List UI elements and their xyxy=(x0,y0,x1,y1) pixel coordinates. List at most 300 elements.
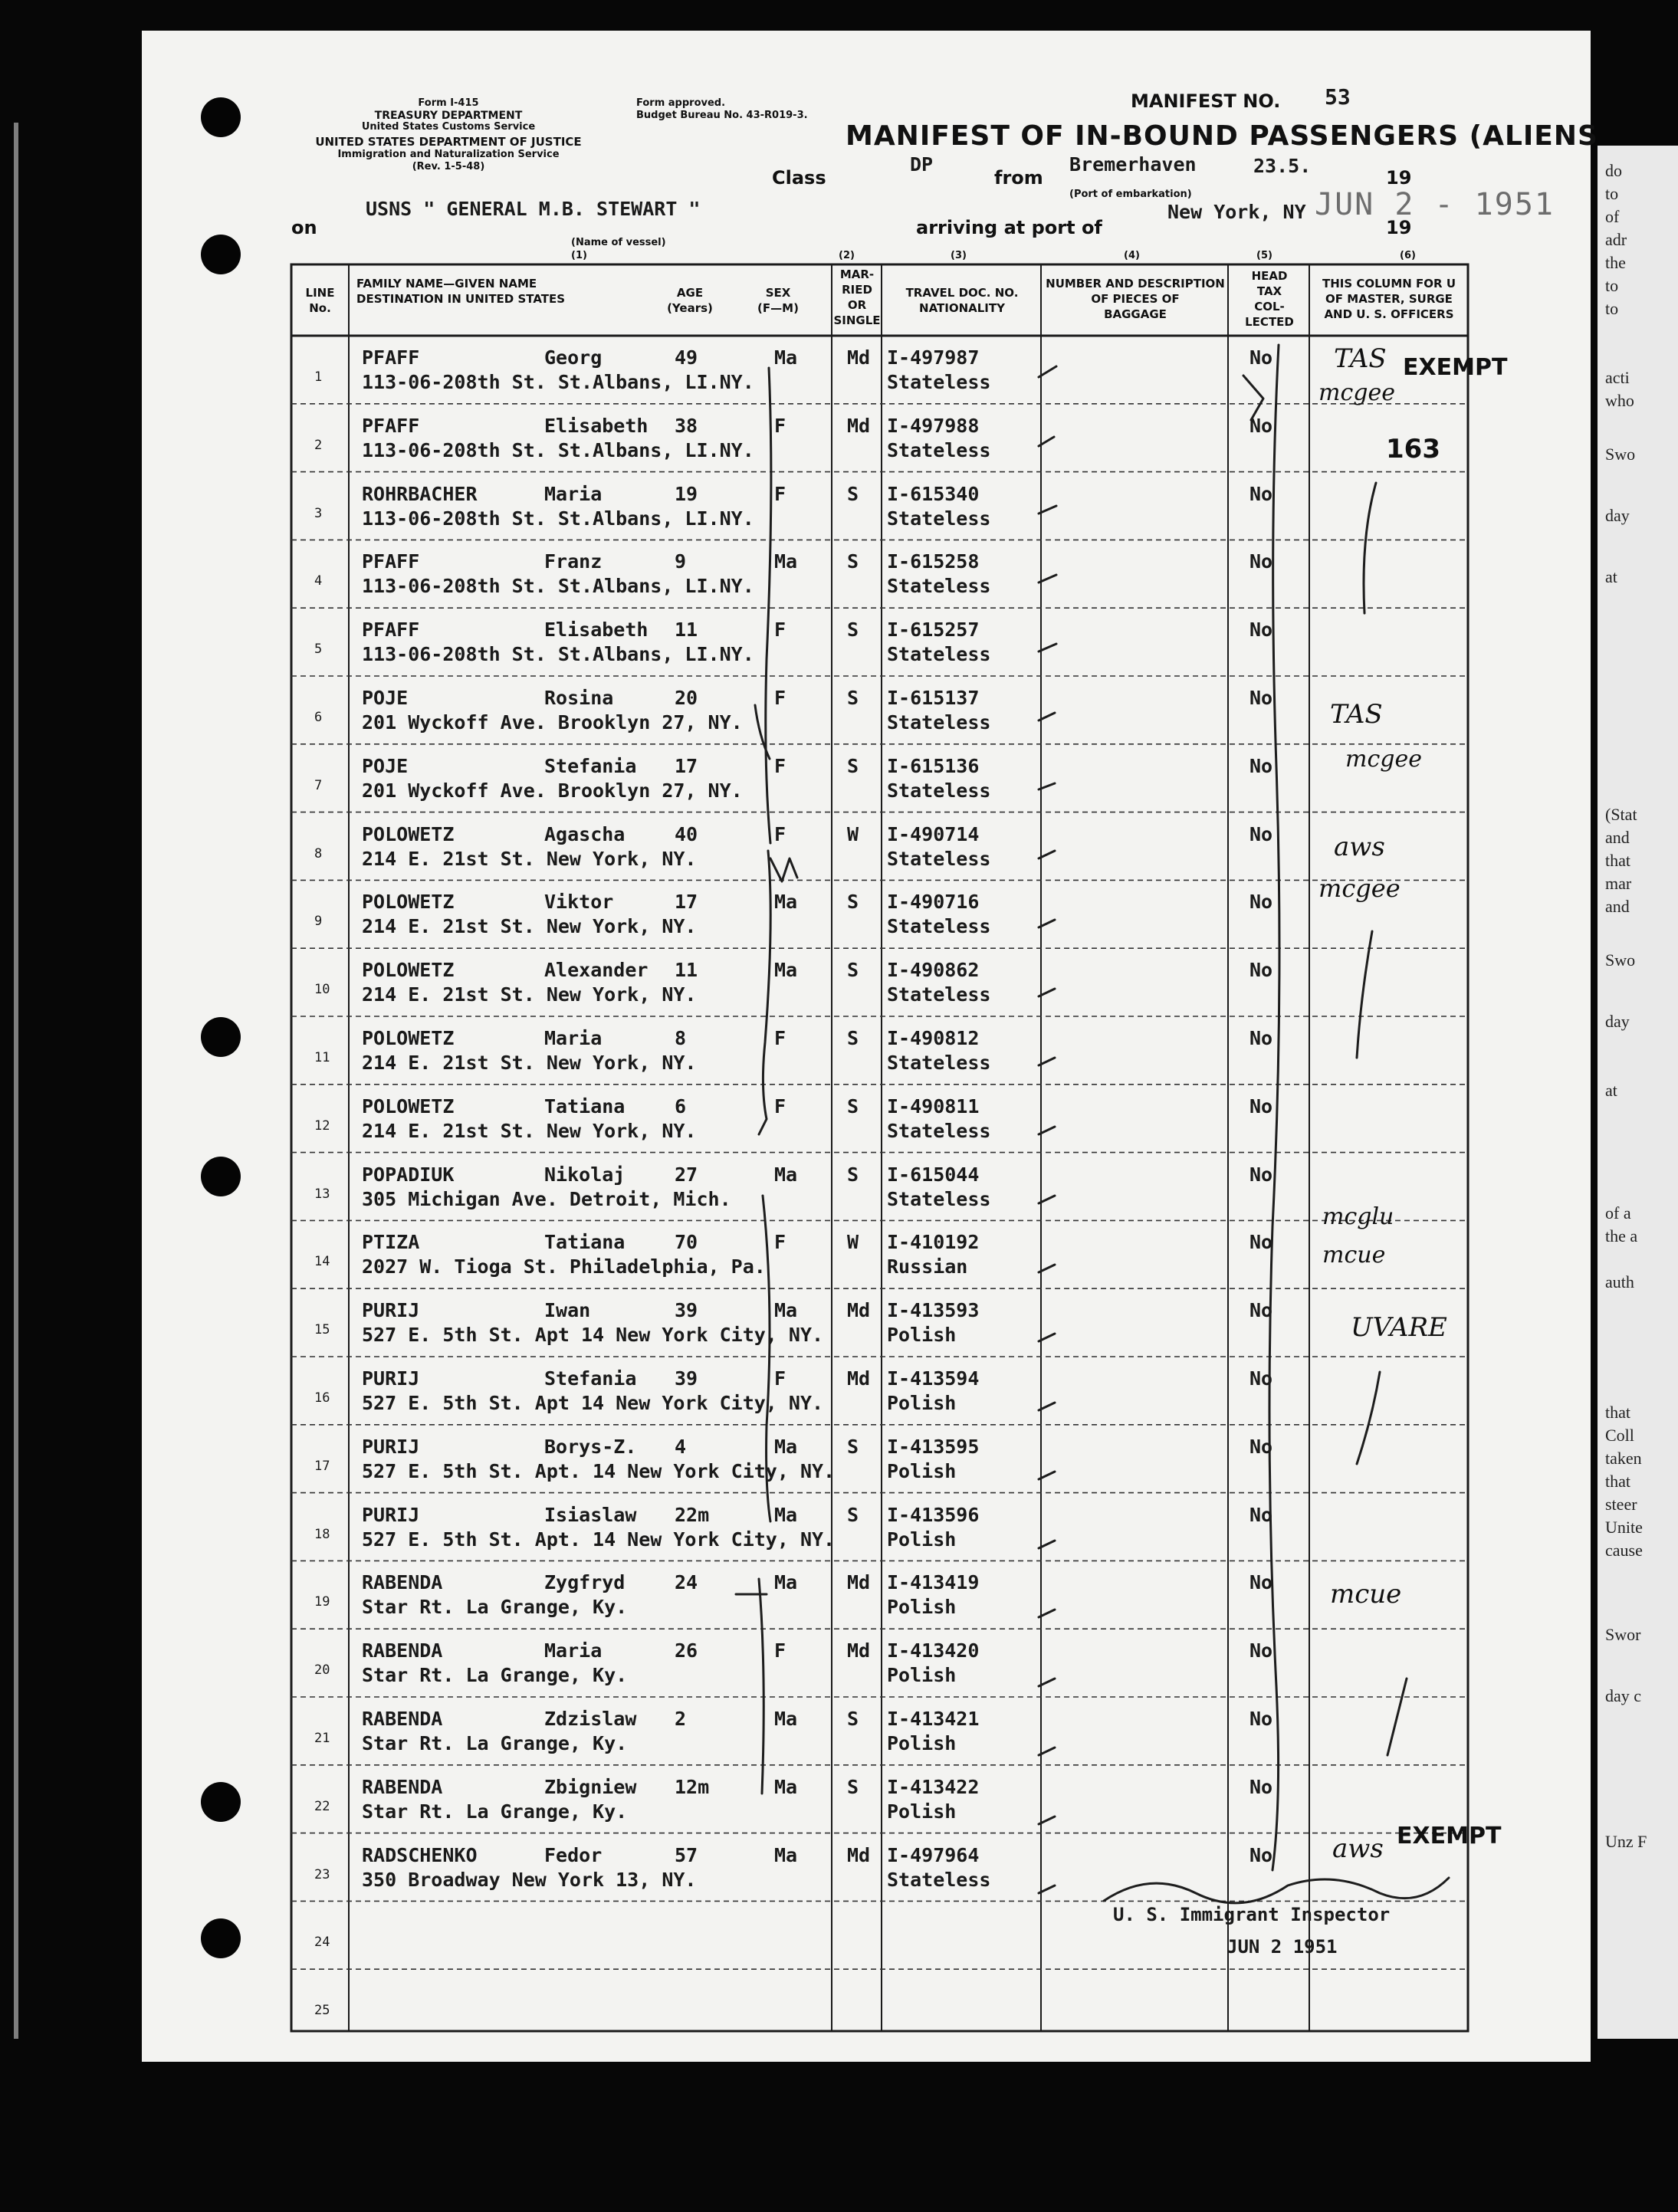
family-name: PFAFF xyxy=(362,346,420,369)
travel-doc-number: I-490812 xyxy=(887,1027,980,1049)
line-number: 9 xyxy=(314,914,323,930)
travel-doc-number: I-490716 xyxy=(887,891,980,914)
family-name: POLOWETZ xyxy=(362,1095,455,1117)
header-head-tax: HEAD TAX COL- LECTED xyxy=(1245,269,1294,329)
header-sex: SEX (F—M) xyxy=(757,286,799,315)
marital-status: S xyxy=(847,619,859,642)
travel-doc-number: I-497987 xyxy=(887,346,980,369)
nationality: Stateless xyxy=(887,711,991,734)
adjacent-page-text: to xyxy=(1605,276,1619,295)
manifest-number: 53 xyxy=(1325,84,1351,110)
sex: Ma xyxy=(774,1299,798,1322)
given-name: Maria xyxy=(544,1639,603,1662)
col-number: (3) xyxy=(951,250,967,261)
travel-doc-number: I-615340 xyxy=(887,482,980,505)
line-number: 25 xyxy=(314,2003,330,2019)
adjacent-page-text: auth xyxy=(1605,1272,1634,1291)
col-number: (1) xyxy=(571,250,587,261)
line-number: 15 xyxy=(314,1322,330,1338)
nationality: Stateless xyxy=(887,847,991,870)
form-number: Form I-415 xyxy=(418,97,479,109)
destination-address: 350 Broadway New York 13, NY. xyxy=(362,1868,697,1891)
sex: F xyxy=(774,619,786,642)
head-tax: No xyxy=(1249,687,1273,709)
handwritten-initials: mcgee xyxy=(1345,746,1422,773)
destination-address: 305 Michigan Ave. Detroit, Mich. xyxy=(362,1187,731,1210)
travel-doc-number: I-615137 xyxy=(887,687,980,709)
line-number: 18 xyxy=(314,1526,330,1542)
nationality: Stateless xyxy=(887,643,991,666)
col-number: (5) xyxy=(1256,250,1272,261)
sex: F xyxy=(774,1639,786,1662)
nationality: Stateless xyxy=(887,575,991,598)
given-name: Zygfryd xyxy=(544,1571,626,1594)
nationality: Stateless xyxy=(887,371,991,393)
adjacent-page-text: mar xyxy=(1605,874,1632,893)
given-name: Agascha xyxy=(544,822,626,845)
nationality: Russian xyxy=(887,1255,968,1278)
head-tax: No xyxy=(1249,1299,1273,1322)
adjacent-page-text: Unz F xyxy=(1605,1832,1647,1851)
family-name: POLOWETZ xyxy=(362,959,455,982)
line-number: 14 xyxy=(314,1254,330,1270)
sex: Ma xyxy=(774,1843,798,1866)
age: 17 xyxy=(675,754,698,777)
head-tax: No xyxy=(1249,346,1273,369)
nationality: Stateless xyxy=(887,983,991,1006)
handwritten-initials: mcgee xyxy=(1318,874,1401,903)
adjacent-page-text: the a xyxy=(1605,1226,1638,1245)
inspector-title: U. S. Immigrant Inspector xyxy=(1113,1904,1391,1925)
family-name: PURIJ xyxy=(362,1503,420,1526)
inspector-date-stamp: JUN 2 1951 xyxy=(1226,1936,1338,1958)
on-label: on xyxy=(291,217,317,238)
family-name: POLOWETZ xyxy=(362,891,455,914)
nationality: Polish xyxy=(887,1324,957,1347)
handwritten-initials: mcue xyxy=(1330,1579,1402,1610)
adjacent-page-text: at xyxy=(1605,567,1617,586)
sex: F xyxy=(774,1231,786,1254)
travel-doc-number: I-497964 xyxy=(887,1843,980,1866)
head-tax: No xyxy=(1249,891,1273,914)
adjacent-page-text: day c xyxy=(1605,1686,1642,1705)
adjacent-page-text: steer xyxy=(1605,1495,1637,1514)
age: 11 xyxy=(675,619,698,642)
line-number: 3 xyxy=(314,505,323,521)
nationality: Polish xyxy=(887,1392,957,1414)
adjacent-page-text: acti xyxy=(1605,368,1630,387)
adjacent-page-text: to xyxy=(1605,299,1619,318)
passenger-count: 163 xyxy=(1386,434,1440,464)
line-number: 17 xyxy=(314,1458,330,1474)
line-number: 1 xyxy=(314,369,323,385)
head-tax: No xyxy=(1249,550,1273,573)
head-tax: No xyxy=(1249,1027,1273,1049)
nationality: Stateless xyxy=(887,1052,991,1074)
adjacent-page-text: Coll xyxy=(1605,1426,1634,1445)
marital-status: Md xyxy=(847,1843,871,1866)
age: 8 xyxy=(675,1027,687,1049)
col-number: (4) xyxy=(1124,250,1140,261)
adjacent-page-text: Swor xyxy=(1605,1625,1641,1644)
nationality: Stateless xyxy=(887,1868,991,1891)
header-travel-doc: TRAVEL DOC. NO. NATIONALITY xyxy=(905,286,1019,315)
marital-status: S xyxy=(847,1027,859,1049)
head-tax: No xyxy=(1249,1163,1273,1186)
head-tax: No xyxy=(1249,1843,1273,1866)
sex: Ma xyxy=(774,1503,798,1526)
age: 19 xyxy=(675,482,698,505)
marital-status: Md xyxy=(847,346,871,369)
sex: Ma xyxy=(774,891,798,914)
nationality: Polish xyxy=(887,1800,957,1823)
travel-doc-number: I-413595 xyxy=(887,1435,980,1458)
line-number: 20 xyxy=(314,1662,330,1679)
sex: F xyxy=(774,822,786,845)
given-name: Iwan xyxy=(544,1299,591,1322)
budget-bureau: Budget Bureau No. 43-R019-3. xyxy=(636,110,808,121)
marital-status: S xyxy=(847,959,859,982)
adjacent-page-text: adr xyxy=(1605,230,1627,249)
sex: Ma xyxy=(774,1708,798,1730)
head-tax: No xyxy=(1249,1571,1273,1594)
given-name: Tatiana xyxy=(544,1231,626,1254)
header-married: MAR- RIED OR SINGLE xyxy=(833,267,881,327)
head-tax: No xyxy=(1249,822,1273,845)
line-number: 5 xyxy=(314,642,323,658)
head-tax: No xyxy=(1249,1639,1273,1662)
col-number: (2) xyxy=(839,250,855,261)
sex: Ma xyxy=(774,1571,798,1594)
sex: Ma xyxy=(774,346,798,369)
adjacent-page-text: to xyxy=(1605,184,1619,203)
marital-status: Md xyxy=(847,1367,871,1390)
line-number: 22 xyxy=(314,1798,330,1814)
given-name: Isiaslaw xyxy=(544,1503,637,1526)
family-name: POJE xyxy=(362,754,409,777)
adjacent-page-text: Unite xyxy=(1605,1518,1643,1537)
destination-address: 527 E. 5th St. Apt 14 New York City, NY. xyxy=(362,1392,824,1414)
travel-doc-number: I-615258 xyxy=(887,550,980,573)
vessel-name: USNS " GENERAL M.B. STEWART " xyxy=(366,198,701,220)
family-name: POPADIUK xyxy=(362,1163,455,1186)
age: 12m xyxy=(675,1775,710,1798)
header-name: FAMILY NAME—GIVEN NAME DESTINATION IN UNITED STATES xyxy=(356,277,566,306)
marital-status: W xyxy=(847,1231,859,1254)
destination-address: 2027 W. Tioga St. Philadelphia, Pa. xyxy=(362,1255,766,1278)
age: 4 xyxy=(675,1435,687,1458)
line-number: 16 xyxy=(314,1390,330,1406)
line-number: 10 xyxy=(314,982,330,998)
nationality: Stateless xyxy=(887,1187,991,1210)
family-name: PURIJ xyxy=(362,1299,420,1322)
adjacent-page-text: of a xyxy=(1605,1203,1631,1223)
head-tax: No xyxy=(1249,414,1273,437)
given-name: Elisabeth xyxy=(544,619,649,642)
adjacent-page-text: cause xyxy=(1605,1541,1643,1560)
adjacent-page-text: and xyxy=(1605,828,1630,847)
age: 70 xyxy=(675,1231,698,1254)
handwritten-initials: mcglu xyxy=(1322,1203,1394,1230)
adjacent-page-text: taken xyxy=(1605,1449,1642,1468)
age: 26 xyxy=(675,1639,698,1662)
nationality: Stateless xyxy=(887,1119,991,1142)
given-name: Stefania xyxy=(544,754,637,777)
destination-address: 214 E. 21st St. New York, NY. xyxy=(362,1119,697,1142)
year-prefix: 19 xyxy=(1386,167,1412,189)
nationality: Polish xyxy=(887,1596,957,1619)
travel-doc-number: I-615044 xyxy=(887,1163,980,1186)
given-name: Georg xyxy=(544,346,603,369)
handwritten-initials: UVARE xyxy=(1351,1312,1447,1343)
family-name: RADSCHENKO xyxy=(362,1843,478,1866)
family-name: PFAFF xyxy=(362,414,420,437)
handwritten-initials: aws xyxy=(1332,1833,1384,1864)
adjacent-page-text: Swo xyxy=(1605,950,1636,970)
age: 17 xyxy=(675,891,698,914)
ins-label: Immigration and Naturalization Service xyxy=(337,149,560,160)
destination-address: 113-06-208th St. St.Albans, LI.NY. xyxy=(362,643,754,666)
class-label: Class xyxy=(772,167,826,189)
customs-label: United States Customs Service xyxy=(361,121,536,133)
age: 27 xyxy=(675,1163,698,1186)
marital-status: Md xyxy=(847,1571,871,1594)
marital-status: S xyxy=(847,891,859,914)
head-tax: No xyxy=(1249,1775,1273,1798)
travel-doc-number: I-615136 xyxy=(887,754,980,777)
arrival-date-stamp: JUN 2 - 1951 xyxy=(1315,187,1555,222)
destination-address: 113-06-208th St. St.Albans, LI.NY. xyxy=(362,371,754,393)
nationality: Polish xyxy=(887,1664,957,1687)
adjacent-page-text: at xyxy=(1605,1081,1617,1100)
destination-address: 201 Wyckoff Ave. Brooklyn 27, NY. xyxy=(362,779,743,802)
header-line-no: LINE No. xyxy=(305,286,335,315)
marital-status: Md xyxy=(847,1639,871,1662)
line-number: 6 xyxy=(314,710,323,725)
adjacent-page-text: day xyxy=(1605,506,1630,525)
travel-doc-number: I-413593 xyxy=(887,1299,980,1322)
family-name: PFAFF xyxy=(362,619,420,642)
age: 57 xyxy=(675,1843,698,1866)
head-tax: No xyxy=(1249,1367,1273,1390)
destination-address: 214 E. 21st St. New York, NY. xyxy=(362,1052,697,1074)
marital-status: S xyxy=(847,1163,859,1186)
given-name: Maria xyxy=(544,482,603,505)
from-label: from xyxy=(994,167,1043,189)
line-number: 24 xyxy=(314,1935,330,1951)
given-name: Franz xyxy=(544,550,603,573)
header-officers: THIS COLUMN FOR U OF MASTER, SURGE AND U. S. OFFICERS xyxy=(1322,277,1456,321)
head-tax: No xyxy=(1249,482,1273,505)
line-number: 11 xyxy=(314,1050,330,1065)
sex: F xyxy=(774,687,786,709)
family-name: PTIZA xyxy=(362,1231,420,1254)
family-name: POLOWETZ xyxy=(362,822,455,845)
destination-address: 214 E. 21st St. New York, NY. xyxy=(362,915,697,938)
destination-address: 527 E. 5th St. Apt. 14 New York City, NY. xyxy=(362,1459,836,1482)
destination-address: Star Rt. La Grange, Ky. xyxy=(362,1800,628,1823)
given-name: Viktor xyxy=(544,891,614,914)
age: 20 xyxy=(675,687,698,709)
treasury-label: TREASURY DEPARTMENT xyxy=(374,110,523,122)
destination-address: 113-06-208th St. St.Albans, LI.NY. xyxy=(362,575,754,598)
sex: Ma xyxy=(774,959,798,982)
travel-doc-number: I-490862 xyxy=(887,959,980,982)
adjacent-page-text: the xyxy=(1605,253,1626,272)
family-name: POLOWETZ xyxy=(362,1027,455,1049)
adjacent-page-text: (Stat xyxy=(1605,805,1637,824)
age: 2 xyxy=(675,1708,687,1730)
head-tax: No xyxy=(1249,754,1273,777)
marital-status: S xyxy=(847,1708,859,1730)
adjacent-page-text: Swo xyxy=(1605,445,1636,464)
head-tax: No xyxy=(1249,1503,1273,1526)
age: 39 xyxy=(675,1299,698,1322)
given-name: Stefania xyxy=(544,1367,637,1390)
line-number: 13 xyxy=(314,1186,330,1202)
head-tax: No xyxy=(1249,1435,1273,1458)
family-name: POJE xyxy=(362,687,409,709)
given-name: Zbigniew xyxy=(544,1775,637,1798)
head-tax: No xyxy=(1249,1231,1273,1254)
age: 24 xyxy=(675,1571,698,1594)
handwritten-initials: TAS xyxy=(1330,699,1383,730)
adjacent-page-text: who xyxy=(1605,391,1634,410)
travel-doc-number: I-413420 xyxy=(887,1639,980,1662)
given-name: Tatiana xyxy=(544,1095,626,1117)
form-approved: Form approved. xyxy=(636,97,726,109)
arrival-port: New York, NY xyxy=(1167,201,1306,223)
sex: Ma xyxy=(774,1435,798,1458)
arriving-label: arriving at port of xyxy=(916,217,1102,238)
travel-doc-number: I-413422 xyxy=(887,1775,980,1798)
line-number: 2 xyxy=(314,437,323,453)
head-tax: No xyxy=(1249,1095,1273,1117)
embarkation-port: Bremerhaven xyxy=(1069,153,1197,176)
nationality: Stateless xyxy=(887,507,991,530)
travel-doc-number: I-413419 xyxy=(887,1571,980,1594)
head-tax: No xyxy=(1249,619,1273,642)
adjacent-page-text: that xyxy=(1605,1472,1630,1491)
header-age: AGE (Years) xyxy=(667,286,713,315)
nationality: Stateless xyxy=(887,779,991,802)
marital-status: S xyxy=(847,1095,859,1117)
marital-status: S xyxy=(847,1775,859,1798)
age: 22m xyxy=(675,1503,710,1526)
given-name: Maria xyxy=(544,1027,603,1049)
vessel-note: (Name of vessel) xyxy=(571,237,666,248)
line-number: 21 xyxy=(314,1731,330,1746)
sex: F xyxy=(774,482,786,505)
age: 49 xyxy=(675,346,698,369)
line-number: 4 xyxy=(314,573,323,589)
adjacent-page-text: do xyxy=(1605,161,1622,180)
revision-label: (Rev. 1-5-48) xyxy=(412,161,485,172)
adjacent-page-text: of xyxy=(1605,207,1620,226)
given-name: Fedor xyxy=(544,1843,603,1866)
marital-status: W xyxy=(847,822,859,845)
marital-status: Md xyxy=(847,1299,871,1322)
age: 40 xyxy=(675,822,698,845)
destination-address: 214 E. 21st St. New York, NY. xyxy=(362,847,697,870)
destination-address: 527 E. 5th St. Apt 14 New York City, NY. xyxy=(362,1324,824,1347)
destination-address: Star Rt. La Grange, Ky. xyxy=(362,1732,628,1754)
manifest-number-label: MANIFEST NO. xyxy=(1131,90,1281,112)
given-name: Alexander xyxy=(544,959,649,982)
handwritten-initials: mcgee xyxy=(1318,379,1395,406)
sex: Ma xyxy=(774,1163,798,1186)
embarkation-note: (Port of embarkation) xyxy=(1069,189,1192,200)
manifest-title: MANIFEST OF IN-BOUND PASSENGERS (ALIENS xyxy=(846,120,1598,152)
line-number: 8 xyxy=(314,845,323,861)
sex: F xyxy=(774,754,786,777)
sex: Ma xyxy=(774,550,798,573)
destination-address: 214 E. 21st St. New York, NY. xyxy=(362,983,697,1006)
travel-doc-number: I-413594 xyxy=(887,1367,980,1390)
marital-status: Md xyxy=(847,414,871,437)
family-name: RABENDA xyxy=(362,1571,443,1594)
handwritten-initials: mcue xyxy=(1322,1242,1386,1268)
nationality: Stateless xyxy=(887,438,991,461)
destination-address: 113-06-208th St. St.Albans, LI.NY. xyxy=(362,507,754,530)
sex: F xyxy=(774,1095,786,1117)
adjacent-page-text: day xyxy=(1605,1012,1630,1031)
family-name: RABENDA xyxy=(362,1775,443,1798)
nationality: Polish xyxy=(887,1732,957,1754)
travel-doc-number: I-615257 xyxy=(887,619,980,642)
line-number: 7 xyxy=(314,777,323,793)
family-name: ROHRBACHER xyxy=(362,482,478,505)
marital-status: S xyxy=(847,754,859,777)
sex: F xyxy=(774,414,786,437)
family-name: PURIJ xyxy=(362,1435,420,1458)
age: 9 xyxy=(675,550,687,573)
travel-doc-number: I-413596 xyxy=(887,1503,980,1526)
marital-status: S xyxy=(847,482,859,505)
handwritten-initials: aws xyxy=(1334,832,1385,862)
nationality: Polish xyxy=(887,1528,957,1551)
adjacent-page-text: that xyxy=(1605,1403,1630,1422)
travel-doc-number: I-413421 xyxy=(887,1708,980,1730)
adjacent-page-text: that xyxy=(1605,851,1630,870)
handwritten-initials: TAS xyxy=(1334,343,1387,374)
destination-address: Star Rt. La Grange, Ky. xyxy=(362,1664,628,1687)
exempt-stamp: EXEMPT xyxy=(1403,354,1508,381)
travel-doc-number: I-490714 xyxy=(887,822,980,845)
marital-status: S xyxy=(847,687,859,709)
destination-address: Star Rt. La Grange, Ky. xyxy=(362,1596,628,1619)
head-tax: No xyxy=(1249,959,1273,982)
given-name: Elisabeth xyxy=(544,414,649,437)
age: 39 xyxy=(675,1367,698,1390)
destination-address: 527 E. 5th St. Apt. 14 New York City, NY. xyxy=(362,1528,836,1551)
embarkation-date: 23.5. xyxy=(1253,155,1312,177)
line-number: 19 xyxy=(314,1594,330,1610)
sex: Ma xyxy=(774,1775,798,1798)
destination-address: 201 Wyckoff Ave. Brooklyn 27, NY. xyxy=(362,711,743,734)
given-name: Rosina xyxy=(544,687,614,709)
col-number: (6) xyxy=(1400,250,1416,261)
year-prefix-2: 19 xyxy=(1386,217,1412,238)
given-name: Borys-Z. xyxy=(544,1435,637,1458)
age: 11 xyxy=(675,959,698,982)
marital-status: S xyxy=(847,550,859,573)
nationality: Stateless xyxy=(887,915,991,938)
exempt-stamp: EXEMPT xyxy=(1397,1823,1502,1849)
travel-doc-number: I-410192 xyxy=(887,1231,980,1254)
sex: F xyxy=(774,1367,786,1390)
marital-status: S xyxy=(847,1435,859,1458)
